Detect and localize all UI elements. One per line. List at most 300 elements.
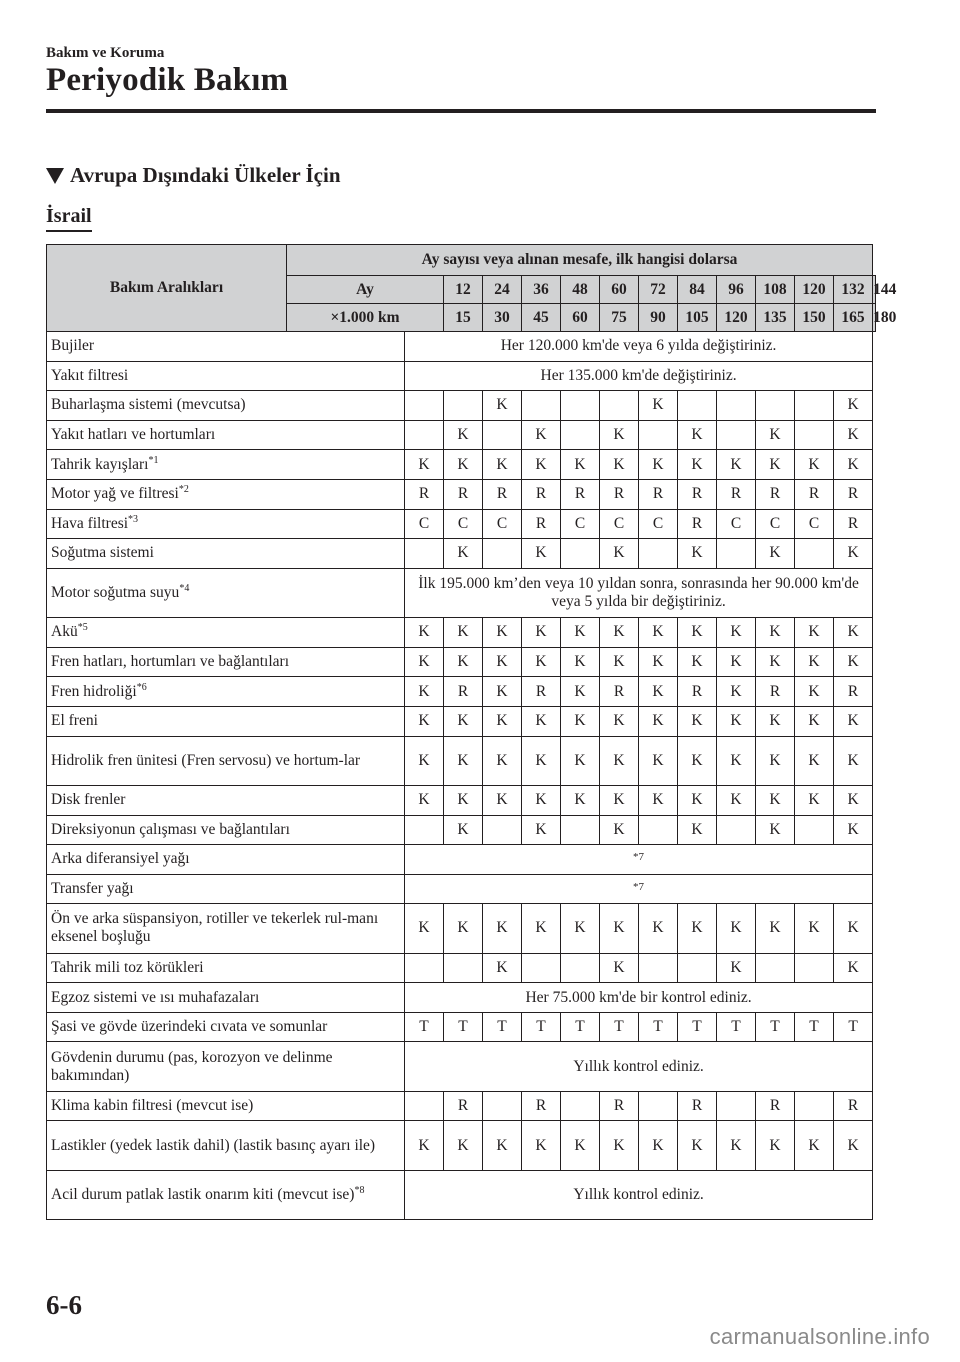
schedule-cell: K [405,904,444,953]
km-header-cell: 150 [795,304,834,332]
month-header-cell: 24 [483,276,522,304]
row-label-text: Egzoz sistemi ve ısı muhafazaları [51,988,260,1006]
schedule-cell [795,420,834,450]
schedule-cell: R [834,479,873,509]
row-label-text: Şasi ve gövde üzerindeki cıvata ve somunlar [51,1018,328,1036]
schedule-cell [561,1091,600,1121]
row-label [47,904,405,953]
month-header-cell: 96 [717,276,756,304]
table-row [47,1170,876,1219]
row-label-text: Fren hatları, hortumları ve bağlantıları [51,653,290,671]
row-label-text: Acil durum patlak lastik onarım kiti (mevcut ise) [51,1186,355,1204]
schedule-cell: T [600,1012,639,1042]
schedule-cell: C [483,509,522,539]
table-row [47,647,876,677]
row-label [47,391,405,421]
schedule-cell: K [678,618,717,648]
schedule-cell: K [561,706,600,736]
schedule-cell: K [717,706,756,736]
row-label [47,736,405,785]
section-heading-text: Avrupa Dışındaki Ülkeler İçin [70,163,341,187]
schedule-cell: K [756,420,795,450]
schedule-cell [795,815,834,845]
schedule-cell [444,391,483,421]
schedule-cell: T [834,1012,873,1042]
month-header-cell: 144 [873,276,876,304]
row-label-text: Klima kabin filtresi (mevcut ise) [51,1097,254,1115]
schedule-cell: C [600,509,639,539]
schedule-cell: R [444,677,483,707]
schedule-cell [795,539,834,569]
schedule-cell: K [756,539,795,569]
row-label-text: Akü [51,623,78,641]
schedule-cell: K [795,785,834,815]
row-label-text: Soğutma sistemi [51,544,154,562]
schedule-cell: K [483,618,522,648]
column-header-intervals: Bakım Aralıkları [47,245,287,332]
schedule-cell: K [639,677,678,707]
schedule-cell: K [444,706,483,736]
row-label [47,1042,405,1091]
schedule-cell: K [834,953,873,983]
row-note: *7 [405,845,873,875]
schedule-cell [795,1091,834,1121]
schedule-cell: K [561,904,600,953]
schedule-cell: T [483,1012,522,1042]
schedule-cell: R [522,1091,561,1121]
table-row [47,539,876,569]
schedule-cell: K [522,736,561,785]
km-header-cell: 120 [717,304,756,332]
row-label [47,1091,405,1121]
schedule-cell [639,539,678,569]
schedule-cell: K [834,450,873,480]
schedule-cell: K [522,706,561,736]
row-note: Yıllık kontrol ediniz. [405,1170,873,1219]
table-row [47,1042,876,1091]
schedule-cell: K [678,420,717,450]
schedule-cell: K [639,450,678,480]
row-note: İlk 195.000 km’den veya 10 yıldan sonra, sonrasında her 90.000 km'de veya 5 yılda bir değiştiriniz. [405,568,873,617]
row-label [47,706,405,736]
schedule-cell: T [639,1012,678,1042]
schedule-cell: K [483,677,522,707]
schedule-cell: K [795,647,834,677]
schedule-cell: R [561,479,600,509]
schedule-cell: K [795,1121,834,1170]
schedule-cell: K [444,450,483,480]
schedule-cell: K [834,391,873,421]
km-header-cell: 75 [600,304,639,332]
schedule-cell: R [756,1091,795,1121]
months-label: Ay [287,276,444,304]
row-label-text: Yakıt hatları ve hortumları [51,426,216,444]
schedule-cell: T [795,1012,834,1042]
schedule-cell [483,420,522,450]
schedule-cell: K [444,815,483,845]
schedule-cell: K [834,1121,873,1170]
schedule-cell: K [795,736,834,785]
month-header-cell: 108 [756,276,795,304]
schedule-cell: K [678,785,717,815]
schedule-cell: K [678,647,717,677]
month-header-cell: 132 [834,276,873,304]
schedule-cell: K [639,736,678,785]
schedule-cell [405,1091,444,1121]
schedule-cell: C [561,509,600,539]
schedule-cell [522,953,561,983]
schedule-cell: K [483,706,522,736]
schedule-cell: K [795,677,834,707]
row-label-text: Buharlaşma sistemi (mevcutsa) [51,396,246,414]
row-label [47,983,405,1013]
row-label-text: Tahrik kayışları [51,455,149,473]
schedule-cell: K [678,736,717,785]
row-label [47,1121,405,1170]
month-header-cell: 36 [522,276,561,304]
schedule-cell: R [444,479,483,509]
schedule-cell: K [639,706,678,736]
schedule-cell: K [405,706,444,736]
triangle-bullet-icon [46,168,64,184]
schedule-cell [678,953,717,983]
schedule-cell: K [483,736,522,785]
row-label-text: Fren hidroliği [51,682,137,700]
schedule-cell [405,539,444,569]
schedule-cell [795,391,834,421]
table-row [47,450,876,480]
schedule-cell: K [756,706,795,736]
table-row [47,361,876,391]
month-header-cell: 12 [444,276,483,304]
watermark: carmanualsonline.info [709,1324,930,1349]
schedule-cell: K [600,647,639,677]
schedule-cell: K [756,736,795,785]
km-header-cell: 45 [522,304,561,332]
schedule-cell: R [444,1091,483,1121]
schedule-cell: K [600,953,639,983]
schedule-cell: K [483,785,522,815]
schedule-cell: K [600,1121,639,1170]
schedule-cell: K [639,618,678,648]
schedule-cell: K [717,953,756,983]
schedule-cell: C [444,509,483,539]
schedule-cell: T [756,1012,795,1042]
row-label-text: Motor soğutma suyu [51,583,180,601]
schedule-cell: K [444,1121,483,1170]
schedule-cell [717,420,756,450]
schedule-cell: R [834,509,873,539]
schedule-cell: K [639,1121,678,1170]
row-label [47,361,405,391]
schedule-cell [639,420,678,450]
schedule-cell: K [522,618,561,648]
schedule-cell: K [756,618,795,648]
schedule-cell: T [678,1012,717,1042]
schedule-cell: K [834,539,873,569]
schedule-cell [639,815,678,845]
row-note: Her 135.000 km'de değiştiriniz. [405,361,873,391]
schedule-cell [561,420,600,450]
schedule-cell [717,539,756,569]
row-label-text: Arka diferansiyel yağı [51,850,190,868]
schedule-cell: R [405,479,444,509]
schedule-cell: R [756,677,795,707]
schedule-cell: R [834,1091,873,1121]
table-row [47,983,876,1013]
schedule-cell: K [600,450,639,480]
footnote-marker: *4 [179,582,190,594]
schedule-cell [756,391,795,421]
table-row [47,1012,876,1042]
schedule-cell: K [600,420,639,450]
schedule-cell: K [444,539,483,569]
schedule-cell: K [600,706,639,736]
schedule-cell: K [444,904,483,953]
table-body [47,332,876,1220]
schedule-cell: K [795,904,834,953]
schedule-cell: K [522,647,561,677]
schedule-cell: K [600,539,639,569]
schedule-cell [639,1091,678,1121]
schedule-cell: K [795,618,834,648]
schedule-cell: K [834,647,873,677]
km-header-cell: 90 [639,304,678,332]
schedule-cell: C [756,509,795,539]
schedule-cell: K [444,785,483,815]
km-header-cell: 165 [834,304,873,332]
schedule-cell: K [522,1121,561,1170]
table-row [47,677,876,707]
schedule-cell: K [405,1121,444,1170]
table-row [47,420,876,450]
schedule-cell: K [522,420,561,450]
schedule-cell: K [795,450,834,480]
row-label [47,1012,405,1042]
footnote-marker: *1 [148,454,159,466]
row-label [47,845,405,875]
row-label-text: Bujiler [51,337,95,355]
km-label: ×1.000 km [287,304,444,332]
schedule-cell: K [405,736,444,785]
schedule-cell [522,391,561,421]
schedule-cell: K [834,904,873,953]
schedule-cell: K [717,618,756,648]
schedule-cell [561,953,600,983]
schedule-cell: K [639,391,678,421]
schedule-cell: C [639,509,678,539]
row-label-text: Ön ve arka süspansiyon, rotiller ve tekerlek rul-manı eksenel boşluğu [51,910,379,946]
schedule-cell: K [405,647,444,677]
schedule-cell: K [834,815,873,845]
table-row [47,904,876,953]
schedule-cell: K [561,677,600,707]
schedule-cell: R [639,479,678,509]
schedule-cell: K [639,785,678,815]
row-label-text: Gövdenin durumu (pas, korozyon ve delinme bakımından) [51,1048,333,1084]
schedule-cell [561,815,600,845]
schedule-cell [717,815,756,845]
schedule-cell: R [600,479,639,509]
schedule-cell: R [795,479,834,509]
schedule-cell: K [522,785,561,815]
table-row [47,736,876,785]
schedule-cell: C [795,509,834,539]
schedule-cell: T [522,1012,561,1042]
schedule-cell: R [483,479,522,509]
row-label [47,618,405,648]
table-row [47,845,876,875]
footnote-marker: *3 [128,513,139,525]
interval-span-header: Ay sayısı veya alınan mesafe, ilk hangisi dolarsa [287,245,873,276]
km-header-cell: 105 [678,304,717,332]
schedule-cell [756,953,795,983]
schedule-cell [483,1091,522,1121]
schedule-cell: K [756,904,795,953]
schedule-cell: K [756,785,795,815]
schedule-cell: K [717,450,756,480]
schedule-cell: K [678,1121,717,1170]
schedule-cell: K [834,736,873,785]
schedule-cell: K [483,647,522,677]
row-label [47,874,405,904]
schedule-cell: K [717,647,756,677]
table-row [47,391,876,421]
schedule-cell: R [717,479,756,509]
schedule-cell [561,391,600,421]
schedule-cell: K [795,706,834,736]
schedule-cell: R [678,677,717,707]
section-heading [46,163,341,188]
row-label [47,332,405,362]
footnote-marker: *2 [178,484,189,496]
row-label [47,568,405,617]
row-label-text: Tahrik mili toz körükleri [51,958,204,976]
schedule-cell: K [561,618,600,648]
row-note: Her 120.000 km'de veya 6 yılda değiştiriniz. [405,332,873,362]
schedule-cell: K [561,785,600,815]
schedule-cell: K [405,450,444,480]
schedule-cell: K [561,450,600,480]
schedule-cell: K [717,736,756,785]
row-note: *7 [405,874,873,904]
schedule-cell: K [600,618,639,648]
row-label-text: Transfer yağı [51,879,134,897]
row-label [47,647,405,677]
schedule-cell: K [639,647,678,677]
schedule-cell: K [678,539,717,569]
schedule-cell [444,953,483,983]
schedule-cell [483,815,522,845]
schedule-cell: K [834,618,873,648]
row-label [47,539,405,569]
row-label-text: Hidrolik fren ünitesi (Fren servosu) ve hortum-lar [51,751,361,769]
footnote-marker: *6 [136,681,147,693]
km-header-cell: 180 [873,304,876,332]
schedule-cell [717,1091,756,1121]
schedule-cell [405,391,444,421]
schedule-cell: K [483,450,522,480]
footnote-marker: *8 [354,1185,365,1197]
schedule-cell [405,420,444,450]
schedule-cell: K [405,785,444,815]
schedule-cell: K [561,736,600,785]
km-header-cell: 30 [483,304,522,332]
schedule-cell: K [717,785,756,815]
schedule-cell: K [600,785,639,815]
table-row [47,479,876,509]
schedule-cell: K [678,815,717,845]
row-label [47,509,405,539]
schedule-cell [639,953,678,983]
row-label [47,785,405,815]
row-label-text: Yakıt filtresi [51,366,129,384]
table-row [47,332,876,362]
footnote-marker: *5 [77,622,88,634]
schedule-cell [405,953,444,983]
schedule-cell: K [561,1121,600,1170]
row-note: Her 75.000 km'de bir kontrol ediniz. [405,983,873,1013]
page-number: 6-6 [46,1290,82,1320]
schedule-cell: K [444,647,483,677]
row-label-text: Disk frenler [51,791,126,809]
table-row [47,568,876,617]
page-title: Periyodik Bakım [46,62,289,98]
country-subheading: İsrail [46,205,92,232]
schedule-cell: K [756,1121,795,1170]
schedule-cell [483,539,522,569]
schedule-cell: K [600,736,639,785]
table-row [47,815,876,845]
schedule-cell: R [600,1091,639,1121]
schedule-cell [717,391,756,421]
schedule-cell [600,391,639,421]
schedule-cell [678,391,717,421]
row-label [47,677,405,707]
schedule-cell: K [483,391,522,421]
table-row [47,618,876,648]
row-label [47,479,405,509]
schedule-cell: K [600,904,639,953]
row-label-text: El freni [51,712,98,730]
row-label-text: Direksiyonun çalışması ve bağlantıları [51,820,290,838]
month-header-cell: 48 [561,276,600,304]
schedule-cell: R [678,479,717,509]
km-header-cell: 135 [756,304,795,332]
schedule-cell [561,539,600,569]
schedule-cell: K [756,450,795,480]
schedule-cell: K [522,450,561,480]
row-note: Yıllık kontrol ediniz. [405,1042,873,1091]
table-row [47,706,876,736]
schedule-cell: R [678,509,717,539]
schedule-cell: K [639,904,678,953]
schedule-cell: T [405,1012,444,1042]
row-label-text: Lastikler (yedek lastik dahil) (lastik basınç ayarı ile) [51,1136,376,1154]
maintenance-table [46,244,897,1220]
schedule-cell: K [483,953,522,983]
schedule-cell: K [717,1121,756,1170]
schedule-cell: R [834,677,873,707]
schedule-cell: K [405,618,444,648]
schedule-cell: K [444,420,483,450]
schedule-cell: R [522,677,561,707]
schedule-cell: K [444,618,483,648]
schedule-cell: R [678,1091,717,1121]
schedule-cell: T [717,1012,756,1042]
schedule-cell: K [522,539,561,569]
row-label [47,450,405,480]
